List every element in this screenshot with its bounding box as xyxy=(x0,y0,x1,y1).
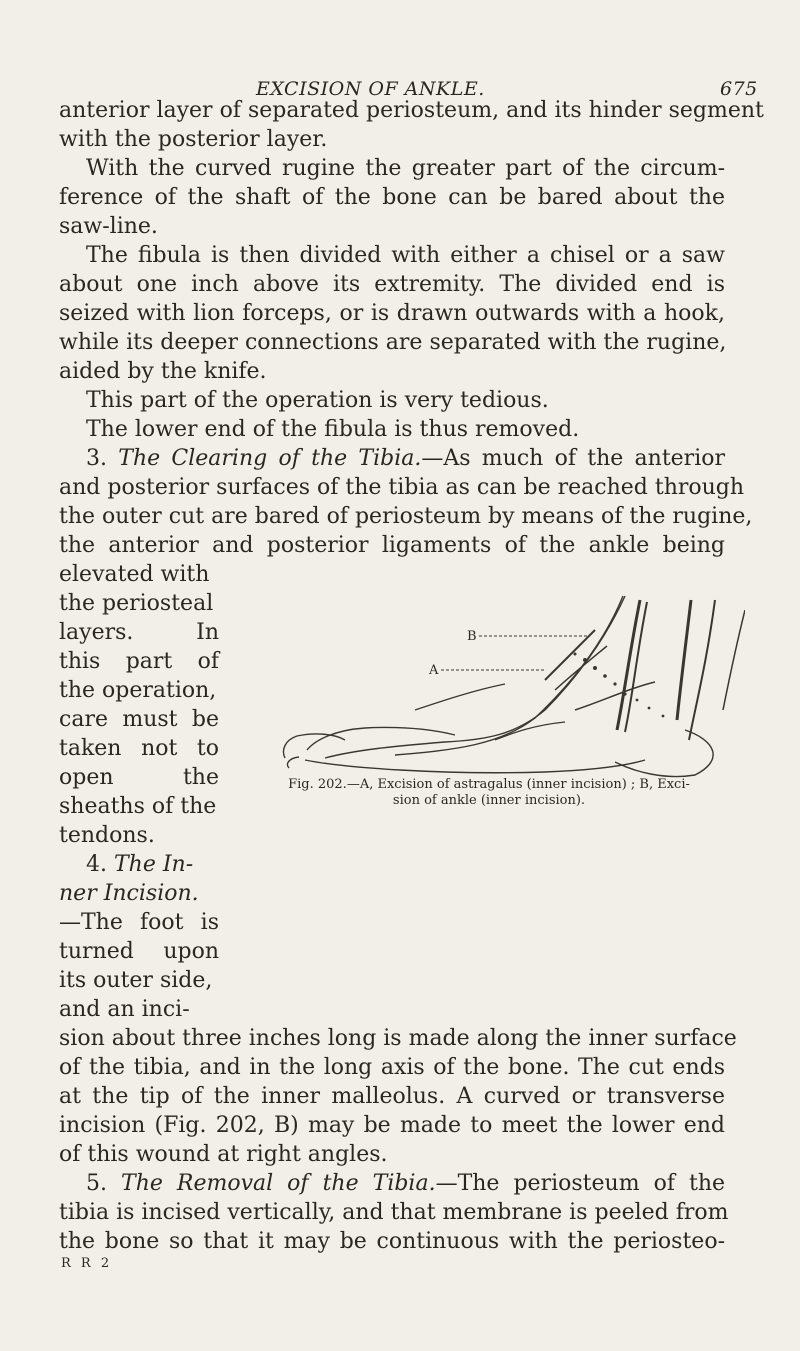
text-line: ference of the shaft of the bone can be bared about the xyxy=(59,185,725,210)
figure-caption xyxy=(258,777,720,809)
text-line: ner Incision. xyxy=(59,881,199,906)
text-line: aided by the knife. xyxy=(59,359,267,384)
section-heading-line: 3. The Clearing of the Tibia.—As much of the anterior xyxy=(86,446,725,471)
text-line: its outer side, xyxy=(59,968,213,993)
text-line: taken not to xyxy=(59,736,219,761)
text-line: about one inch above its extremity. The divided end is xyxy=(59,272,725,297)
section-title-removal-tibia: The Removal of the Tibia. xyxy=(121,1171,436,1196)
section-heading-line: 5. The Removal of the Tibia.—The periosteum of the xyxy=(86,1171,726,1196)
section-heading-line: 4. The In- xyxy=(86,852,194,877)
text-line: tibia is incised vertically, and that membrane is peeled from xyxy=(59,1200,729,1225)
text-line: incision (Fig. 202, B) may be made to meet the lower end xyxy=(59,1113,725,1138)
text-line: With the curved rugine the greater part of the circum- xyxy=(86,156,725,181)
text-line: the operation, xyxy=(59,678,217,703)
caption-line: Fig. 202.—A, Excision of astragalus (inner incision) ; B, Exci- xyxy=(288,777,690,792)
text-line: layers. In xyxy=(59,620,219,645)
page-number: 675 xyxy=(720,78,758,100)
text-line: with the posterior layer. xyxy=(59,127,328,152)
caption-line: sion of ankle (inner incision). xyxy=(392,793,586,808)
ankle-drawing xyxy=(245,590,745,780)
section-title-inner-incision: The In- xyxy=(113,852,194,877)
fig-label-a: A xyxy=(429,663,439,678)
text-line: saw-line. xyxy=(59,214,158,239)
text-line: turned upon xyxy=(59,939,219,964)
text-line: elevated with xyxy=(59,562,210,587)
text-line: The lower end of the fibula is thus removed. xyxy=(86,417,580,442)
text-line: while its deeper connections are separated with the rugine, xyxy=(59,330,727,355)
text-line: care must be xyxy=(59,707,219,732)
text-line: and an inci- xyxy=(59,997,190,1022)
text-line: open the xyxy=(59,765,219,790)
running-title: EXCISION OF ANKLE. xyxy=(256,78,485,100)
fig-label-b: B xyxy=(467,629,477,644)
text-line: seized with lion forceps, or is drawn outwards with a hook, xyxy=(59,301,725,326)
text-line: of this wound at right angles. xyxy=(59,1142,388,1167)
signature-mark: R R 2 xyxy=(61,1256,113,1271)
text-line: the anterior and posterior ligaments of the ankle being xyxy=(59,533,725,558)
text-line: sion about three inches long is made along the inner surface xyxy=(59,1026,737,1051)
section-title-clearing-tibia: The Clearing of the Tibia. xyxy=(118,446,422,471)
text-line: This part of the operation is very tedious. xyxy=(86,388,549,413)
text-line: sheaths of the xyxy=(59,794,217,819)
text-line: tendons. xyxy=(59,823,155,848)
text-line: the outer cut are bared of periosteum by means of the rugine, xyxy=(59,504,753,529)
fig-202-ankle-illustration xyxy=(245,590,745,780)
text-line: The fibula is then divided with either a chisel or a saw xyxy=(86,243,725,268)
text-line: at the tip of the inner malleolus. A curved or transverse xyxy=(59,1084,725,1109)
text-line: of the tibia, and in the long axis of the bone. The cut ends xyxy=(59,1055,725,1080)
text-line: the periosteal xyxy=(59,591,214,616)
leg-outline-front xyxy=(325,596,625,758)
text-line: —The foot is xyxy=(59,910,219,935)
text-line: and posterior surfaces of the tibia as can be reached through xyxy=(59,475,745,500)
text-line: anterior layer of separated periosteum, and its hinder segment xyxy=(59,98,764,123)
text-line: this part of xyxy=(59,649,219,674)
text-line: the bone so that it may be continuous with the periosteo- xyxy=(59,1229,725,1254)
